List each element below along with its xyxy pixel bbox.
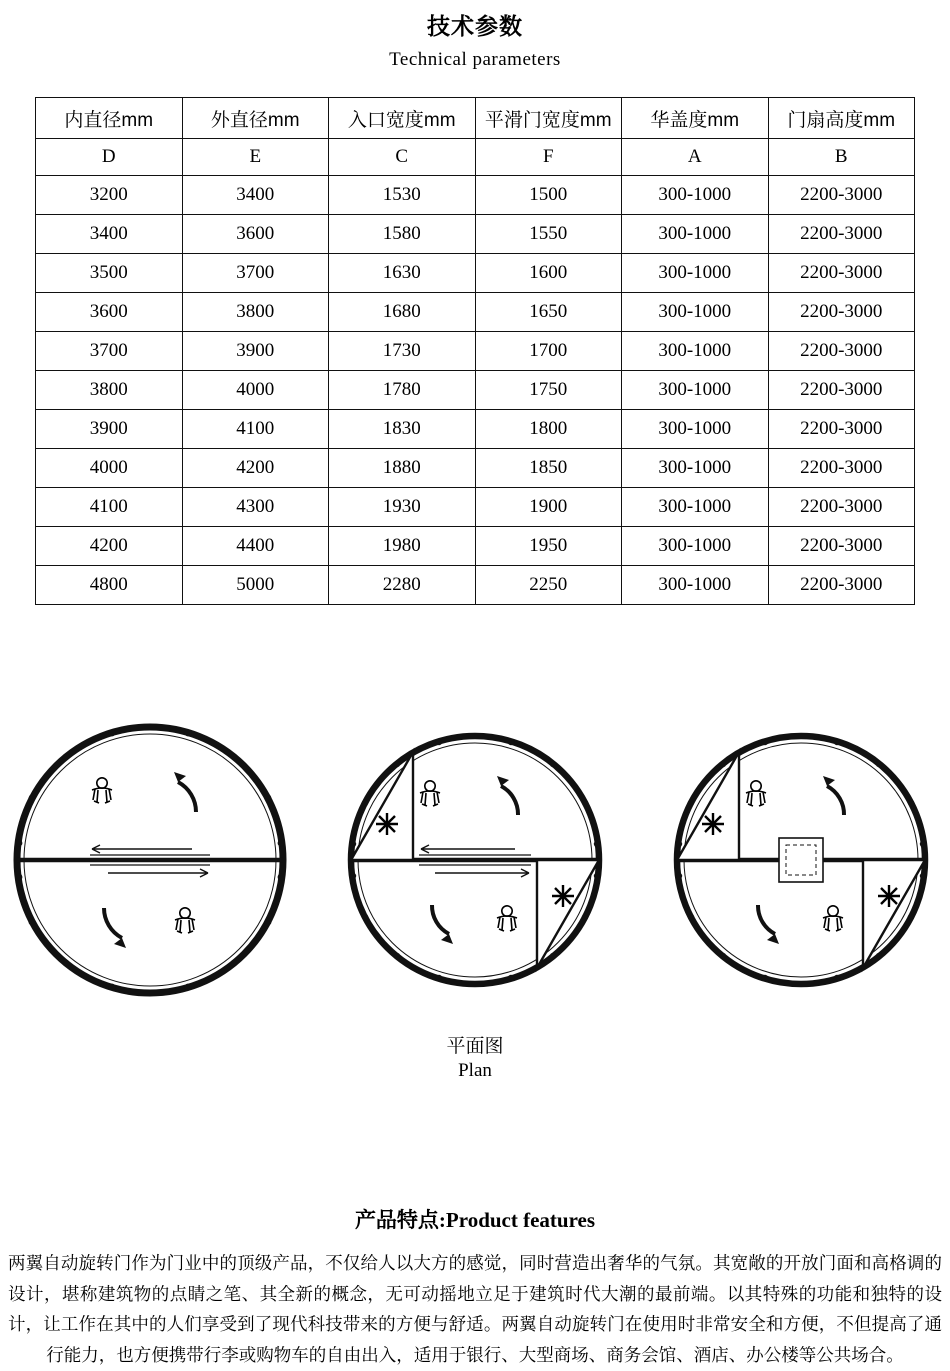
table-header-row: [36, 98, 915, 139]
table-header-cell: 入口宽度mm: [329, 98, 476, 139]
table-cell: 1700: [475, 332, 622, 371]
table-cell: 4800: [36, 566, 183, 605]
table-cell: 4200: [36, 527, 183, 566]
table-row: [36, 176, 915, 215]
table-cell: 300-1000: [622, 176, 769, 215]
table-row: [36, 215, 915, 254]
table-head: [36, 98, 915, 176]
table-row: [36, 488, 915, 527]
table-cell: 1830: [329, 410, 476, 449]
table-cell: 3500: [36, 254, 183, 293]
plan-diagram-two-wing-with-showcase: [350, 736, 600, 984]
table-cell: 2200-3000: [768, 371, 915, 410]
table-cell: 4100: [182, 410, 329, 449]
table-cell: 1750: [475, 371, 622, 410]
table-cell: 1780: [329, 371, 476, 410]
table-cell: 2200-3000: [768, 449, 915, 488]
table-row: [36, 371, 915, 410]
table-header-cell: 外直径mm: [182, 98, 329, 139]
table-cell: 4100: [36, 488, 183, 527]
table-cell: 1900: [475, 488, 622, 527]
table-letter-cell: D: [36, 139, 183, 176]
table-row: [36, 410, 915, 449]
table-cell: 300-1000: [622, 410, 769, 449]
table-cell: 1580: [329, 215, 476, 254]
table-letter-cell: F: [475, 139, 622, 176]
table-cell: 2280: [329, 566, 476, 605]
plan-diagrams-svg: [5, 715, 945, 1005]
table-cell: 1930: [329, 488, 476, 527]
table-cell: 3900: [182, 332, 329, 371]
table-cell: 1600: [475, 254, 622, 293]
table-cell: 4300: [182, 488, 329, 527]
table-cell: 1800: [475, 410, 622, 449]
table-cell: 3800: [182, 293, 329, 332]
features-heading: 产品特点:Product features: [354, 1208, 596, 1232]
table-letter-row: [36, 139, 915, 176]
plan-label-en: Plan: [458, 1060, 492, 1081]
table-cell: 1680: [329, 293, 476, 332]
table-cell: 300-1000: [622, 254, 769, 293]
table-row: [36, 293, 915, 332]
table-header-cell: 门扇高度mm: [768, 98, 915, 139]
table-cell: 1500: [475, 176, 622, 215]
table-cell: 3700: [36, 332, 183, 371]
table-cell: 2200-3000: [768, 566, 915, 605]
table-cell: 4000: [36, 449, 183, 488]
table-letter-cell: A: [622, 139, 769, 176]
page-title-en: Technical parameters: [389, 49, 561, 70]
table-cell: 300-1000: [622, 371, 769, 410]
page-root: [0, 8, 950, 1365]
table-cell: 1730: [329, 332, 476, 371]
table-row: [36, 566, 915, 605]
table-cell: 300-1000: [622, 449, 769, 488]
table-cell: 2200-3000: [768, 410, 915, 449]
table-cell: 3600: [36, 293, 183, 332]
features-body: 两翼自动旋转门作为门业中的顶级产品，不仅给人以大方的感觉，同时营造出奢华的气氛。其宽敞的开放门面和高格调的设计，堪称建筑物的点睛之笔、其全新的概念，无可动摇地立足于建筑时代大潮的最前端。以其特殊的功能和独特的设计，让工作在其中的人们享受到了现代科技带来的方便与舒适。两翼自动旋转门在使用时非常安全和方便，不但提高了通行能力，也方便携带行李或购物车的自由出入，适用于银行、大型商场、商务会馆、酒店、办公楼等公共场合。: [8, 1253, 942, 1365]
table-letter-cell: C: [329, 139, 476, 176]
page-title-cn: 技术参数: [427, 13, 523, 39]
table-header-cell: 内直径mm: [36, 98, 183, 139]
plan-diagram-two-wing: [16, 727, 285, 993]
table-cell: 3800: [36, 371, 183, 410]
table-row: [36, 254, 915, 293]
table-cell: 1630: [329, 254, 476, 293]
table-cell: 1530: [329, 176, 476, 215]
table-cell: 1950: [475, 527, 622, 566]
table-cell: 300-1000: [622, 293, 769, 332]
technical-parameters-table: [35, 97, 915, 605]
table-cell: 300-1000: [622, 527, 769, 566]
table-cell: 2200-3000: [768, 527, 915, 566]
table-row: [36, 527, 915, 566]
table-cell: 2200-3000: [768, 215, 915, 254]
table-cell: 1650: [475, 293, 622, 332]
table-cell: 1550: [475, 215, 622, 254]
table-cell: 3900: [36, 410, 183, 449]
table-cell: 2250: [475, 566, 622, 605]
table-row: [36, 449, 915, 488]
table-cell: 3400: [182, 176, 329, 215]
table-letter-cell: B: [768, 139, 915, 176]
table-cell: 3400: [36, 215, 183, 254]
table-cell: 2200-3000: [768, 176, 915, 215]
table-header-cell: 华盖度mm: [622, 98, 769, 139]
table-cell: 300-1000: [622, 215, 769, 254]
table-cell: 1980: [329, 527, 476, 566]
plan-label-cn: 平面图: [446, 1036, 504, 1057]
table-cell: 2200-3000: [768, 332, 915, 371]
plan-diagrams: [0, 715, 950, 1005]
table-cell: 2200-3000: [768, 293, 915, 332]
table-header-cell: 平滑门宽度mm: [475, 98, 622, 139]
table-cell: 300-1000: [622, 566, 769, 605]
table-row: [36, 332, 915, 371]
table-body: [36, 176, 915, 605]
table-cell: 4200: [182, 449, 329, 488]
table-cell: 3600: [182, 215, 329, 254]
table-cell: 300-1000: [622, 488, 769, 527]
table-cell: 3700: [182, 254, 329, 293]
table-cell: 1880: [329, 449, 476, 488]
table-cell: 2200-3000: [768, 254, 915, 293]
table-cell: 1850: [475, 449, 622, 488]
table-cell: 300-1000: [622, 332, 769, 371]
table-cell: 3200: [36, 176, 183, 215]
table-cell: 4400: [182, 527, 329, 566]
table-cell: 2200-3000: [768, 488, 915, 527]
table-cell: 5000: [182, 566, 329, 605]
table-cell: 4000: [182, 371, 329, 410]
table-letter-cell: E: [182, 139, 329, 176]
plan-diagram-two-wing-with-cabin: [676, 736, 926, 984]
